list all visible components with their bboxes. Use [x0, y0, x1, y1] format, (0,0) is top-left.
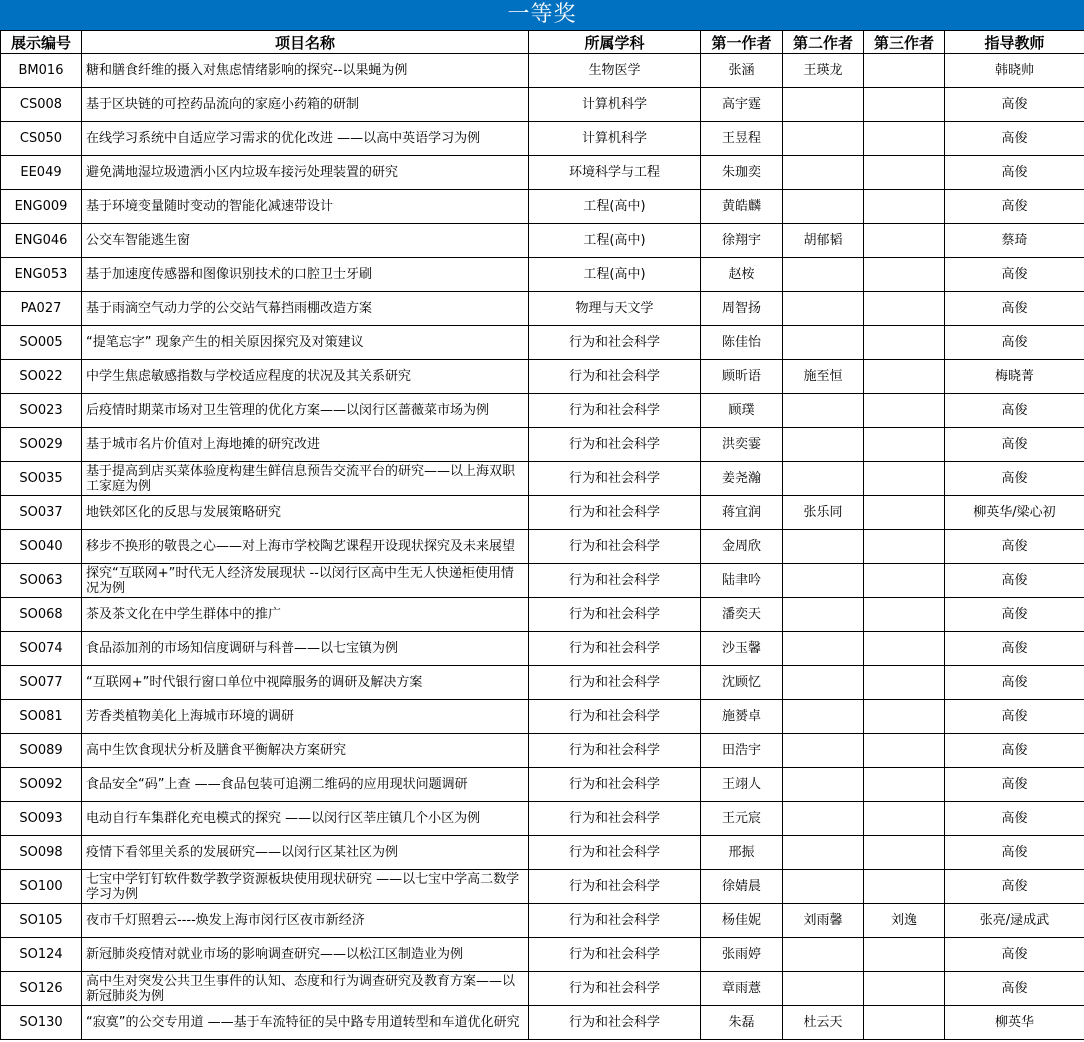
- cell-second-author: [783, 394, 864, 428]
- cell-project-name: “寂寞”的公交专用道 ——基于车流特征的吴中路专用道转型和车道优化研究: [82, 1006, 529, 1040]
- cell-second-author: 施至恒: [783, 360, 864, 394]
- cell-third-author: [864, 836, 945, 870]
- cell-subject: 物理与天文学: [529, 292, 701, 326]
- cell-project-name: 食品安全“码”上查 ——食品包装可追溯二维码的应用现状问题调研: [82, 768, 529, 802]
- cell-id: BM016: [1, 54, 82, 88]
- cell-project-name: 基于雨滴空气动力学的公交站气幕挡雨棚改造方案: [82, 292, 529, 326]
- cell-first-author: 王翊人: [701, 768, 783, 802]
- cell-teacher: 高俊: [945, 88, 1084, 122]
- cell-teacher: 高俊: [945, 632, 1084, 666]
- cell-third-author: [864, 394, 945, 428]
- cell-id: SO074: [1, 632, 82, 666]
- cell-id: SO029: [1, 428, 82, 462]
- cell-subject: 工程(高中): [529, 224, 701, 258]
- header-project-name: 项目名称: [82, 31, 529, 54]
- cell-id: CS008: [1, 88, 82, 122]
- cell-project-name: 探究“互联网+”时代无人经济发展现状 --以闵行区高中生无人快递柜使用情况为例: [82, 564, 529, 598]
- cell-project-name: “提笔忘字” 现象产生的相关原因探究及对策建议: [82, 326, 529, 360]
- cell-project-name: 基于提高到店买菜体验度构建生鲜信息预告交流平台的研究——以上海双职工家庭为例: [82, 462, 529, 496]
- cell-subject: 行为和社会科学: [529, 530, 701, 564]
- cell-id: SO130: [1, 1006, 82, 1040]
- cell-first-author: 沙玉馨: [701, 632, 783, 666]
- cell-first-author: 蒋宜润: [701, 496, 783, 530]
- cell-second-author: [783, 972, 864, 1006]
- cell-first-author: 陈佳怡: [701, 326, 783, 360]
- table-row: [1, 156, 1084, 190]
- cell-id: SO023: [1, 394, 82, 428]
- cell-subject: 行为和社会科学: [529, 598, 701, 632]
- cell-subject: 行为和社会科学: [529, 326, 701, 360]
- table-row: [1, 224, 1084, 258]
- cell-id: SO100: [1, 870, 82, 904]
- cell-first-author: 赵桉: [701, 258, 783, 292]
- cell-second-author: 王瑛龙: [783, 54, 864, 88]
- cell-third-author: [864, 258, 945, 292]
- cell-first-author: 张雨婷: [701, 938, 783, 972]
- cell-project-name: 基于区块链的可控药品流向的家庭小药箱的研制: [82, 88, 529, 122]
- cell-third-author: [864, 224, 945, 258]
- cell-teacher: 蔡琦: [945, 224, 1084, 258]
- cell-subject: 工程(高中): [529, 190, 701, 224]
- cell-second-author: [783, 632, 864, 666]
- table-row: [1, 734, 1084, 768]
- cell-second-author: [783, 598, 864, 632]
- table-row: [1, 802, 1084, 836]
- cell-second-author: [783, 768, 864, 802]
- cell-second-author: [783, 462, 864, 496]
- table-row: [1, 870, 1084, 904]
- cell-id: ENG053: [1, 258, 82, 292]
- cell-id: SO092: [1, 768, 82, 802]
- cell-first-author: 顾昕语: [701, 360, 783, 394]
- cell-teacher: 高俊: [945, 666, 1084, 700]
- cell-project-name: 疫情下看邻里关系的发展研究——以闵行区某社区为例: [82, 836, 529, 870]
- header-third-author: 第三作者: [864, 31, 945, 54]
- cell-third-author: [864, 428, 945, 462]
- table-row: [1, 292, 1084, 326]
- table-row: [1, 122, 1084, 156]
- cell-second-author: [783, 258, 864, 292]
- cell-third-author: [864, 54, 945, 88]
- cell-subject: 环境科学与工程: [529, 156, 701, 190]
- cell-id: SO089: [1, 734, 82, 768]
- cell-id: SO124: [1, 938, 82, 972]
- cell-teacher: 高俊: [945, 768, 1084, 802]
- cell-first-author: 顾璞: [701, 394, 783, 428]
- cell-project-name: 芳香类植物美化上海城市环境的调研: [82, 700, 529, 734]
- cell-first-author: 杨佳妮: [701, 904, 783, 938]
- table-row: [1, 564, 1084, 598]
- cell-teacher: 高俊: [945, 190, 1084, 224]
- header-first-author: 第一作者: [701, 31, 783, 54]
- cell-id: SO093: [1, 802, 82, 836]
- cell-teacher: 梅晓菁: [945, 360, 1084, 394]
- cell-id: SO077: [1, 666, 82, 700]
- cell-first-author: 施赟卓: [701, 700, 783, 734]
- table-body: [1, 54, 1084, 1040]
- cell-first-author: 朱磊: [701, 1006, 783, 1040]
- cell-second-author: 胡郁韬: [783, 224, 864, 258]
- cell-teacher: 高俊: [945, 326, 1084, 360]
- cell-teacher: 高俊: [945, 972, 1084, 1006]
- cell-second-author: [783, 734, 864, 768]
- cell-third-author: [864, 938, 945, 972]
- cell-third-author: [864, 768, 945, 802]
- table-row: [1, 258, 1084, 292]
- cell-first-author: 王昱程: [701, 122, 783, 156]
- cell-third-author: [864, 700, 945, 734]
- cell-project-name: 避免满地湿垃圾遗洒小区内垃圾车接污处理装置的研究: [82, 156, 529, 190]
- cell-id: SO098: [1, 836, 82, 870]
- cell-subject: 计算机科学: [529, 122, 701, 156]
- cell-teacher: 高俊: [945, 734, 1084, 768]
- table-row: [1, 88, 1084, 122]
- cell-teacher: 高俊: [945, 258, 1084, 292]
- cell-first-author: 洪奕霎: [701, 428, 783, 462]
- cell-id: SO105: [1, 904, 82, 938]
- cell-third-author: [864, 122, 945, 156]
- cell-teacher: 高俊: [945, 394, 1084, 428]
- cell-id: SO037: [1, 496, 82, 530]
- cell-id: CS050: [1, 122, 82, 156]
- cell-id: SO005: [1, 326, 82, 360]
- cell-third-author: [864, 632, 945, 666]
- cell-project-name: 基于加速度传感器和图像识别技术的口腔卫士牙刷: [82, 258, 529, 292]
- header-second-author: 第二作者: [783, 31, 864, 54]
- cell-first-author: 周智扬: [701, 292, 783, 326]
- cell-project-name: 基于城市名片价值对上海地摊的研究改进: [82, 428, 529, 462]
- cell-teacher: 高俊: [945, 462, 1084, 496]
- cell-third-author: [864, 292, 945, 326]
- cell-second-author: [783, 88, 864, 122]
- cell-second-author: [783, 700, 864, 734]
- cell-subject: 计算机科学: [529, 88, 701, 122]
- cell-second-author: [783, 938, 864, 972]
- cell-third-author: [864, 666, 945, 700]
- cell-third-author: [864, 972, 945, 1006]
- cell-project-name: 七宝中学钉钉软件数学教学资源板块使用现状研究 ——以七宝中学高二数学学习为例: [82, 870, 529, 904]
- table-row: [1, 1006, 1084, 1040]
- cell-id: SO040: [1, 530, 82, 564]
- table-row: [1, 666, 1084, 700]
- cell-third-author: [864, 1006, 945, 1040]
- cell-third-author: [864, 190, 945, 224]
- table-row: [1, 428, 1084, 462]
- header-id: 展示编号: [1, 31, 82, 54]
- cell-teacher: 高俊: [945, 530, 1084, 564]
- cell-subject: 行为和社会科学: [529, 870, 701, 904]
- cell-first-author: 田浩宇: [701, 734, 783, 768]
- cell-project-name: 高中生饮食现状分析及膳食平衡解决方案研究: [82, 734, 529, 768]
- cell-third-author: [864, 802, 945, 836]
- cell-third-author: [864, 598, 945, 632]
- cell-id: PA027: [1, 292, 82, 326]
- cell-project-name: 新冠肺炎疫情对就业市场的影响调查研究——以松江区制造业为例: [82, 938, 529, 972]
- cell-project-name: 在线学习系统中自适应学习需求的优化改进 ——以高中英语学习为例: [82, 122, 529, 156]
- cell-teacher: 高俊: [945, 598, 1084, 632]
- cell-third-author: [864, 734, 945, 768]
- cell-first-author: 徐婧晨: [701, 870, 783, 904]
- cell-id: SO022: [1, 360, 82, 394]
- cell-teacher: 韩晓帅: [945, 54, 1084, 88]
- table-row: [1, 54, 1084, 88]
- cell-id: ENG046: [1, 224, 82, 258]
- cell-teacher: 高俊: [945, 700, 1084, 734]
- cell-second-author: 杜云天: [783, 1006, 864, 1040]
- cell-second-author: [783, 190, 864, 224]
- cell-teacher: 张亮/逯成武: [945, 904, 1084, 938]
- cell-subject: 行为和社会科学: [529, 734, 701, 768]
- cell-project-name: 食品添加剂的市场知信度调研与科普——以七宝镇为例: [82, 632, 529, 666]
- cell-subject: 行为和社会科学: [529, 1006, 701, 1040]
- cell-subject: 行为和社会科学: [529, 666, 701, 700]
- cell-subject: 行为和社会科学: [529, 700, 701, 734]
- table-row: [1, 768, 1084, 802]
- cell-teacher: 高俊: [945, 938, 1084, 972]
- cell-id: SO126: [1, 972, 82, 1006]
- cell-third-author: [864, 156, 945, 190]
- cell-third-author: [864, 462, 945, 496]
- table-row: [1, 972, 1084, 1006]
- cell-subject: 工程(高中): [529, 258, 701, 292]
- cell-second-author: [783, 564, 864, 598]
- cell-subject: 行为和社会科学: [529, 938, 701, 972]
- cell-id: SO063: [1, 564, 82, 598]
- cell-second-author: [783, 428, 864, 462]
- cell-project-name: 移步不换形的敬畏之心——对上海市学校陶艺课程开设现状探究及未来展望: [82, 530, 529, 564]
- table-row: [1, 462, 1084, 496]
- cell-id: ENG009: [1, 190, 82, 224]
- cell-subject: 行为和社会科学: [529, 802, 701, 836]
- cell-subject: 生物医学: [529, 54, 701, 88]
- table-row: [1, 836, 1084, 870]
- cell-second-author: [783, 666, 864, 700]
- cell-second-author: [783, 530, 864, 564]
- cell-teacher: 柳英华: [945, 1006, 1084, 1040]
- table-row: [1, 326, 1084, 360]
- cell-second-author: [783, 836, 864, 870]
- cell-subject: 行为和社会科学: [529, 972, 701, 1006]
- header-subject: 所属学科: [529, 31, 701, 54]
- cell-teacher: 高俊: [945, 122, 1084, 156]
- table-row: [1, 360, 1084, 394]
- cell-teacher: 柳英华/梁心初: [945, 496, 1084, 530]
- cell-teacher: 高俊: [945, 836, 1084, 870]
- cell-subject: 行为和社会科学: [529, 564, 701, 598]
- cell-third-author: [864, 496, 945, 530]
- table-row: [1, 598, 1084, 632]
- cell-teacher: 高俊: [945, 156, 1084, 190]
- table-row: [1, 904, 1084, 938]
- cell-id: SO068: [1, 598, 82, 632]
- cell-first-author: 陆聿吟: [701, 564, 783, 598]
- cell-project-name: 地铁郊区化的反思与发展策略研究: [82, 496, 529, 530]
- cell-first-author: 潘奕天: [701, 598, 783, 632]
- cell-project-name: 公交车智能逃生窗: [82, 224, 529, 258]
- cell-project-name: 电动自行车集群化充电模式的探究 ——以闵行区莘庄镇几个小区为例: [82, 802, 529, 836]
- table-row: [1, 700, 1084, 734]
- cell-project-name: 后疫情时期菜市场对卫生管理的优化方案——以闵行区蔷薇菜市场为例: [82, 394, 529, 428]
- cell-third-author: [864, 360, 945, 394]
- cell-second-author: [783, 326, 864, 360]
- cell-first-author: 邢振: [701, 836, 783, 870]
- cell-first-author: 张涵: [701, 54, 783, 88]
- sheet-title: 一等奖: [0, 0, 1084, 30]
- cell-first-author: 黄皓麟: [701, 190, 783, 224]
- cell-project-name: 基于环境变量随时变动的智能化减速带设计: [82, 190, 529, 224]
- cell-subject: 行为和社会科学: [529, 428, 701, 462]
- table-row: [1, 190, 1084, 224]
- cell-project-name: 高中生对突发公共卫生事件的认知、态度和行为调查研究及教育方案——以新冠肺炎为例: [82, 972, 529, 1006]
- cell-teacher: 高俊: [945, 802, 1084, 836]
- cell-teacher: 高俊: [945, 428, 1084, 462]
- cell-second-author: [783, 156, 864, 190]
- cell-second-author: [783, 802, 864, 836]
- cell-third-author: [864, 530, 945, 564]
- cell-first-author: 高宇霆: [701, 88, 783, 122]
- cell-teacher: 高俊: [945, 870, 1084, 904]
- table-row: [1, 632, 1084, 666]
- cell-subject: 行为和社会科学: [529, 904, 701, 938]
- cell-id: SO035: [1, 462, 82, 496]
- cell-subject: 行为和社会科学: [529, 360, 701, 394]
- cell-project-name: “互联网+”时代银行窗口单位中视障服务的调研及解决方案: [82, 666, 529, 700]
- cell-subject: 行为和社会科学: [529, 394, 701, 428]
- cell-first-author: 沈顾忆: [701, 666, 783, 700]
- cell-first-author: 金周欣: [701, 530, 783, 564]
- cell-subject: 行为和社会科学: [529, 768, 701, 802]
- table-row: [1, 938, 1084, 972]
- cell-second-author: [783, 870, 864, 904]
- cell-subject: 行为和社会科学: [529, 836, 701, 870]
- cell-third-author: [864, 88, 945, 122]
- cell-teacher: 高俊: [945, 564, 1084, 598]
- cell-first-author: 朱珈奕: [701, 156, 783, 190]
- cell-second-author: [783, 292, 864, 326]
- cell-third-author: 刘逸: [864, 904, 945, 938]
- cell-subject: 行为和社会科学: [529, 462, 701, 496]
- cell-project-name: 茶及茶文化在中学生群体中的推广: [82, 598, 529, 632]
- cell-second-author: 刘雨馨: [783, 904, 864, 938]
- table-row: [1, 530, 1084, 564]
- cell-third-author: [864, 326, 945, 360]
- cell-teacher: 高俊: [945, 292, 1084, 326]
- cell-project-name: 糖和膳食纤维的摄入对焦虑情绪影响的探究--以果蝇为例: [82, 54, 529, 88]
- cell-subject: 行为和社会科学: [529, 632, 701, 666]
- cell-project-name: 夜市千灯照碧云----焕发上海市闵行区夜市新经济: [82, 904, 529, 938]
- table-row: [1, 496, 1084, 530]
- cell-first-author: 王元宸: [701, 802, 783, 836]
- cell-id: EE049: [1, 156, 82, 190]
- cell-third-author: [864, 870, 945, 904]
- cell-first-author: 姜尧瀚: [701, 462, 783, 496]
- cell-first-author: 徐翔宇: [701, 224, 783, 258]
- table-row: [1, 394, 1084, 428]
- cell-first-author: 章雨薏: [701, 972, 783, 1006]
- cell-second-author: [783, 122, 864, 156]
- cell-second-author: 张乐同: [783, 496, 864, 530]
- cell-project-name: 中学生焦虑敏感指数与学校适应程度的状况及其关系研究: [82, 360, 529, 394]
- cell-id: SO081: [1, 700, 82, 734]
- award-table: [0, 30, 1084, 1040]
- header-row: [1, 31, 1084, 54]
- header-teacher: 指导教师: [945, 31, 1084, 54]
- cell-third-author: [864, 564, 945, 598]
- cell-subject: 行为和社会科学: [529, 496, 701, 530]
